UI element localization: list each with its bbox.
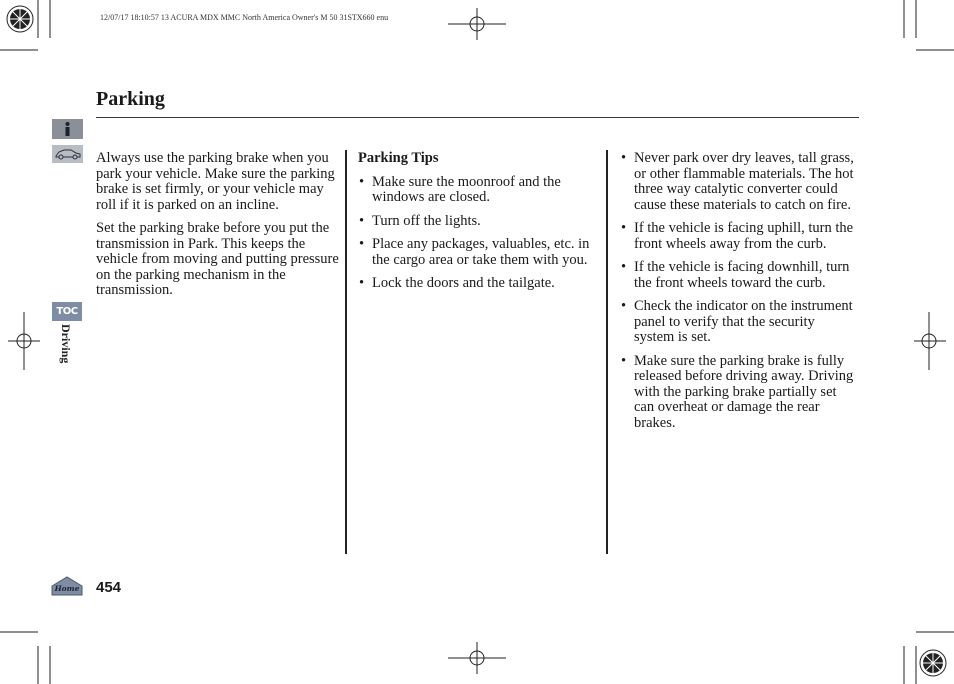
- car-icon[interactable]: [52, 145, 83, 163]
- column-divider: [345, 150, 347, 554]
- page-number: 454: [96, 579, 122, 596]
- tips-list: [358, 175, 602, 292]
- info-icon[interactable]: [52, 119, 83, 139]
- list-item: • Never park over dry leaves, tall grass, or other flammable materials. The hot three way catalytic converter could cause these materials to catch on fire.: [620, 151, 858, 213]
- list-item: • If the vehicle is facing downhill, turn the front wheels toward the curb.: [620, 260, 858, 291]
- toc-button[interactable]: TOC: [52, 302, 82, 321]
- list-item: • Lock the doors and the tailgate.: [358, 276, 602, 292]
- tips-list: [620, 151, 858, 431]
- list-item: • If the vehicle is facing uphill, turn the front wheels away from the curb.: [620, 221, 858, 252]
- print-info: 12/07/17 18:10:57 13 ACURA MDX MMC North America Owner's M 50 31STX660 enu: [100, 13, 389, 22]
- page-title: Parking: [96, 88, 165, 110]
- list-item: • Turn off the lights.: [358, 214, 602, 230]
- home-button[interactable]: [50, 575, 84, 597]
- column-more-tips: [620, 151, 858, 439]
- column-intro: [96, 151, 340, 307]
- list-item: • Make sure the parking brake is fully released before driving away. Driving with the parking brake partially set can overheat or damage the rear brakes.: [620, 354, 858, 432]
- list-item: • Make sure the moonroof and the windows are closed.: [358, 175, 602, 206]
- list-item: • Place any packages, valuables, etc. in the cargo area or take them with you.: [358, 237, 602, 268]
- column-parking-tips: [358, 151, 602, 300]
- list-item: • Check the indicator on the instrument panel to verify that the security system is set.: [620, 299, 858, 346]
- title-divider: [96, 117, 859, 118]
- section-label: Driving: [59, 324, 73, 364]
- paragraph: Always use the parking brake when you park your vehicle. Make sure the parking brake is set firmly, or your vehicle may roll if it is parked on an incline.: [96, 150, 335, 213]
- paragraph: Set the parking brake before you put the transmission in Park. This keeps the vehicle from moving and putting pressure on the parking mechanism in the transmission.: [96, 220, 339, 298]
- column-divider: [606, 150, 608, 554]
- home-label: Home: [54, 584, 80, 593]
- section-heading: Parking Tips: [358, 150, 439, 166]
